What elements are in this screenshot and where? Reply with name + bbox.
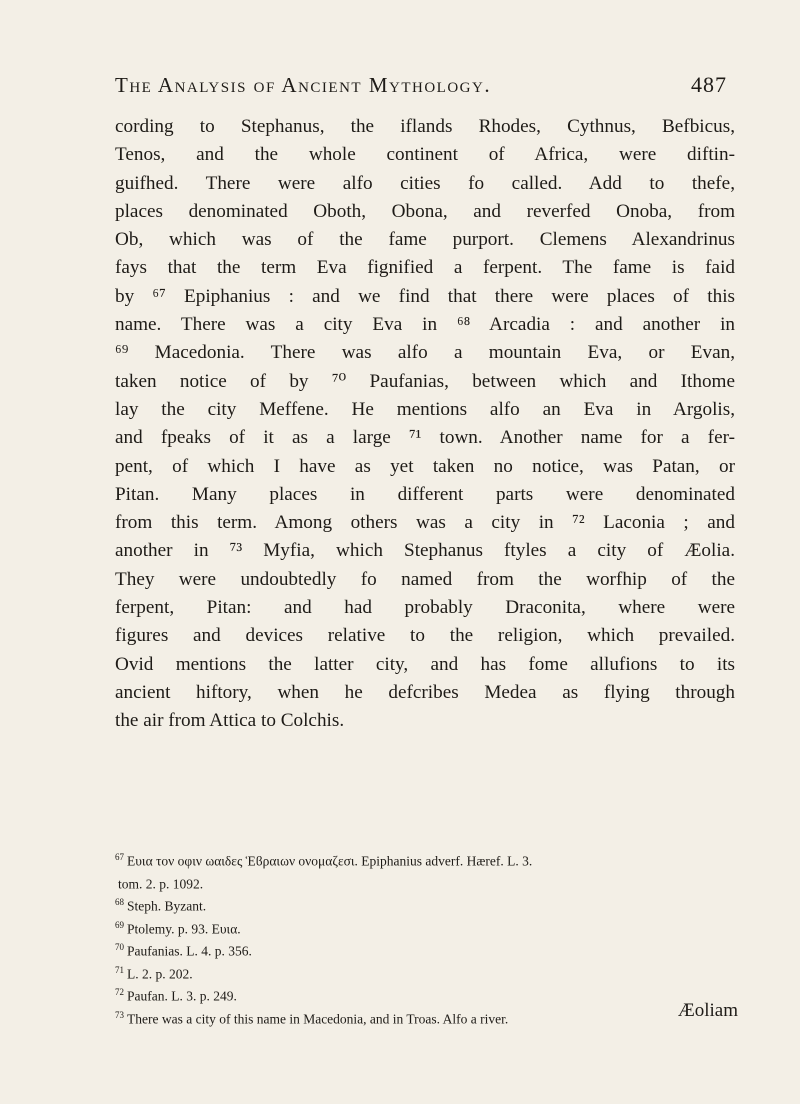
text-line: places denominated Oboth, Obona, and reverfed Onoba, from [115,200,735,222]
text-line: figures and devices relative to the religion, which prevailed. [115,625,735,647]
footnote-number: 72 [115,987,124,997]
footnote-text: Ευια τον οφιν ωαιδες Ἑϐραιων ονομαζεσι. Epiphanius adverf. Hæref. L. 3. [127,853,533,869]
page-header [115,72,727,98]
footnote-text: L. 2. p. 202. [127,966,193,981]
footnote [115,848,735,871]
footnote-text: Ptolemy. p. 93. Ευια. [127,921,241,936]
text-line: Ovid mentions the latter city, and has fome allufions to its [115,653,735,675]
footnote [115,938,735,961]
text-line: guifhed. There were alfo cities fo called. Add to thefe, [115,172,735,194]
text-line: ⁶⁹ Macedonia. There was alfo a mountain Eva, or Evan, [115,342,735,364]
footnote-text: There was a city of this name in Macedonia, and in Troas. Alfo a river. [127,1011,509,1026]
catchword: Æoliam [677,1000,738,1021]
text-line: They were undoubtedly fo named from the worfhip of the [115,568,735,590]
footnote [115,961,735,984]
text-line: lay the city Meffene. He mentions alfo an Eva in Argolis, [115,398,735,420]
footnote-text: Paufan. L. 3. p. 249. [127,988,237,1004]
text-line: Tenos, and the whole continent of Africa, were diftin- [115,144,735,166]
text-line: by ⁶⁷ Epiphanius : and we find that there were places of this [115,285,735,307]
text-line: fays that the term Eva fignified a ferpent. The fame is faid [115,257,735,279]
text-line: pent, of which I have as yet taken no notice, was Patan, or [115,455,735,477]
text-line: Ob, which was of the fame purport. Clemens Alexandrinus [115,229,735,251]
footnote [115,871,735,894]
text-line: from this term. Among others was a city in ⁷² Laconia ; and [115,512,735,534]
footnote [115,983,735,1006]
text-line: and fpeaks of it as a large ⁷¹ town. Another name for a fer- [115,427,735,449]
text-line: ferpent, Pitan: and had probably Draconita, where were [115,597,735,619]
footnote [115,916,735,939]
running-title: The Analysis of Ancient Mythology. [115,73,492,97]
text-line: the air from Attica to Colchis. [115,710,345,732]
page-number: 487 [691,72,727,97]
text-line: name. There was a city Eva in ⁶⁸ Arcadia : and another in [115,314,735,336]
footnote-text: Paufanias. L. 4. p. 356. [127,943,252,959]
text-line: cording to Stephanus, the iflands Rhodes, Cythnus, Befbicus, [115,116,735,137]
footnote-number: 68 [115,897,124,907]
footnote-number: 70 [115,942,124,952]
text-line: Pitan. Many places in different parts were denominated [115,483,735,505]
main-paragraph [115,113,735,736]
footnote-number: 73 [115,1009,124,1020]
text-line: taken notice of by ⁷⁰ Paufanias, between which and Ithome [115,370,735,392]
text-line: ancient hiftory, when he defcribes Medea as flying through [115,681,735,703]
footnote-number: 67 [115,852,124,862]
footnote [115,1006,735,1029]
footnote-text: Steph. Byzant. [127,898,207,914]
footnote-number: 71 [115,964,124,975]
footnote-text: tom. 2. p. 1092. [118,876,204,891]
footnotes [115,848,735,1028]
text-line: another in ⁷³ Myfia, which Stephanus ftyles a city of Æolia. [115,540,735,562]
footnote-number: 69 [115,919,124,930]
footnote [115,893,735,916]
